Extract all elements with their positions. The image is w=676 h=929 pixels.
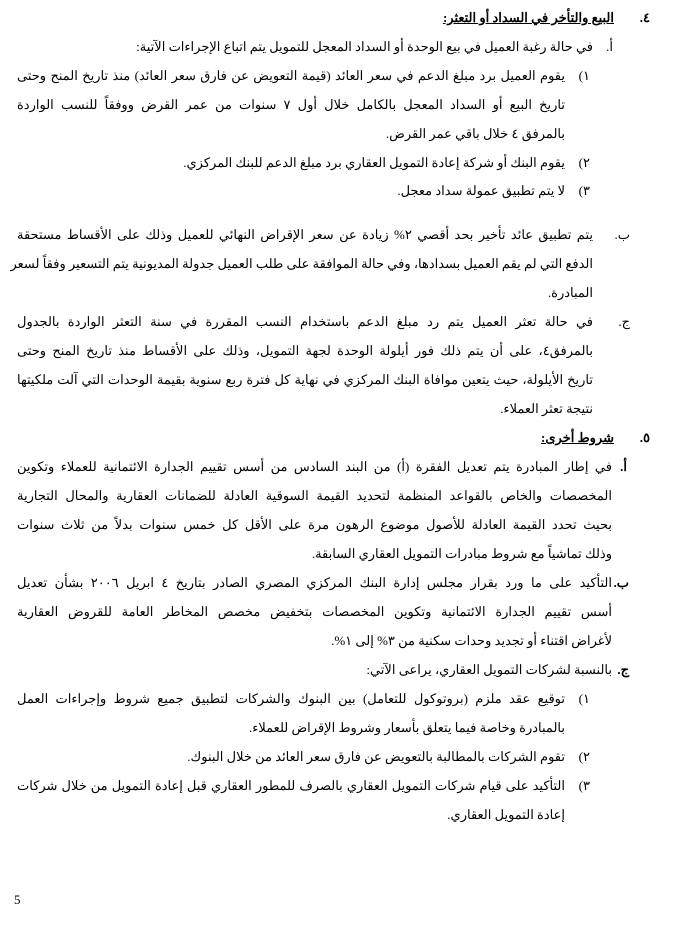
paragraph-line: في إطار المبادرة يتم تعديل الفقرة (أ) من البند السادس من أسس تقييم الجدارة الائتمانية للعملاء وتكوين (17, 459, 612, 474)
paragraph-line: بالنسبة لشركات التمويل العقاري، يراعى الآتي: (366, 662, 612, 677)
item-label: ج. (618, 314, 630, 329)
paragraph-line: بالمرفق٤، على أن يتم ذلك فور أيلولة الوحدة لجهة التمويل، وذلك على الأقساط منذ تاريخ المنح وحتى (17, 343, 593, 358)
paragraph-line: يقوم البنك أو شركة إعادة التمويل العقاري برد مبلغ الدعم للبنك المركزي. (183, 155, 565, 170)
paragraph-line: التأكيد على ما ورد بقرار مجلس إدارة البنك المركزي المصري الصادر بتاريخ ٤ ابريل ٢٠٠٦ بشأن تعديل (17, 575, 612, 590)
paragraph-line: الدفع التي لم يقم العميل بسدادها، وفي حالة الموافقة على طلب العميل جدولة المديونية يتم التسعير وفقاً لسعر (10, 256, 593, 271)
paragraph-line: لا يتم تطبيق عمولة سداد معجل. (397, 183, 565, 198)
subitem-label: ٢) (578, 155, 590, 170)
paragraph-line: أسس تقييم الجدارة الائتمانية وتكوين المخصصات بتخفيض مخصص المخاطر العامة للقروض العقارية (17, 604, 612, 619)
section-number: ٤. (639, 10, 650, 25)
item-label: أ. (606, 39, 613, 54)
item-label: أ. (620, 459, 627, 474)
paragraph-line: وذلك تماشياً مع شروط مبادرات التمويل العقاري السابقة. (311, 546, 612, 561)
paragraph-line: المخصصات والخاص بالقواعد المنظمة لتحديد القيمة السوقية العادلة للضمانات العقارية والمحال التجارية (17, 488, 612, 503)
item-label: ب. (614, 227, 630, 242)
paragraph-line: يقوم العميل برد مبلغ الدعم في سعر العائد (قيمة التعويض عن فارق سعر العائد) منذ تاريخ المنح وحتى (17, 68, 565, 83)
paragraph-line: يتم تطبيق عائد تأخير بحد أقصي ٢% زيادة عن سعر الإقراض النهائي للعميل وذلك على الأقساط مستحقة (17, 227, 593, 242)
section-heading: شروط أخرى: (541, 430, 614, 445)
paragraph-line: بالمبادرة وخاصة فيما يتعلق بأسعار وشروط الإقراض للعملاء. (249, 720, 565, 735)
paragraph-line: في حالة تعثر العميل يتم رد مبلغ الدعم باستخدام النسب المقررة في سنة التعثر الواردة بالجدول (17, 314, 593, 329)
paragraph-line: نتيجة تعثر العملاء. (500, 401, 593, 416)
paragraph-line: تاريخ البيع أو السداد المعجل بالكامل خلال أول ٧ سنوات من عمر القرض ووفقاً للنسب الواردة (17, 97, 565, 112)
section-number: ٥. (639, 430, 650, 445)
subitem-label: ٣) (578, 778, 590, 793)
section-heading: البيع والتأخر في السداد أو التعثر: (442, 10, 614, 25)
paragraph-line: إعادة التمويل العقاري. (447, 807, 565, 822)
subitem-label: ٣) (578, 183, 590, 198)
page-number: 5 (14, 892, 21, 907)
item-label: ج. (617, 662, 629, 677)
paragraph-line: بالمرفق ٤ خلال باقي عمر القرض. (385, 126, 565, 141)
paragraph-line: تاريخ الأيلولة، حيث يتعين موافاة البنك المركزي في نهاية كل فترة ربع سنوية بقيمة الوحدات التي آلت ملكيتها (17, 372, 593, 387)
subitem-label: ٢) (578, 749, 590, 764)
paragraph-line: التأكيد على قيام شركات التمويل العقاري بالصرف للمطور العقاري قبل إعادة التمويل من خلال شركات (17, 778, 565, 793)
paragraph-line: توقيع عقد ملزم (بروتوكول للتعامل) بين البنوك والشركات لتطبيق جميع شروط وإجراءات العمل (17, 691, 565, 706)
subitem-label: ١) (578, 691, 590, 706)
paragraph-line: بحيث تحدد القيمة العادلة للأصول موضوع الرهون مرة على الأقل كل خمس سنوات بدلاً من ثلاث سنوات (17, 517, 612, 532)
paragraph-line: تقوم الشركات بالمطالبة بالتعويض عن فارق سعر العائد من خلال البنوك. (187, 749, 565, 764)
paragraph-line: لأغراض اقتناء أو تجديد وحدات سكنية من ٣% إلى ١%. (331, 633, 612, 648)
item-label: ب. (613, 575, 629, 590)
paragraph-line: في حالة رغبة العميل في بيع الوحدة أو السداد المعجل للتمويل يتم اتباع الإجراءات الآتية: (136, 39, 593, 54)
paragraph-line: المبادرة. (547, 285, 593, 300)
subitem-label: ١) (578, 68, 590, 83)
